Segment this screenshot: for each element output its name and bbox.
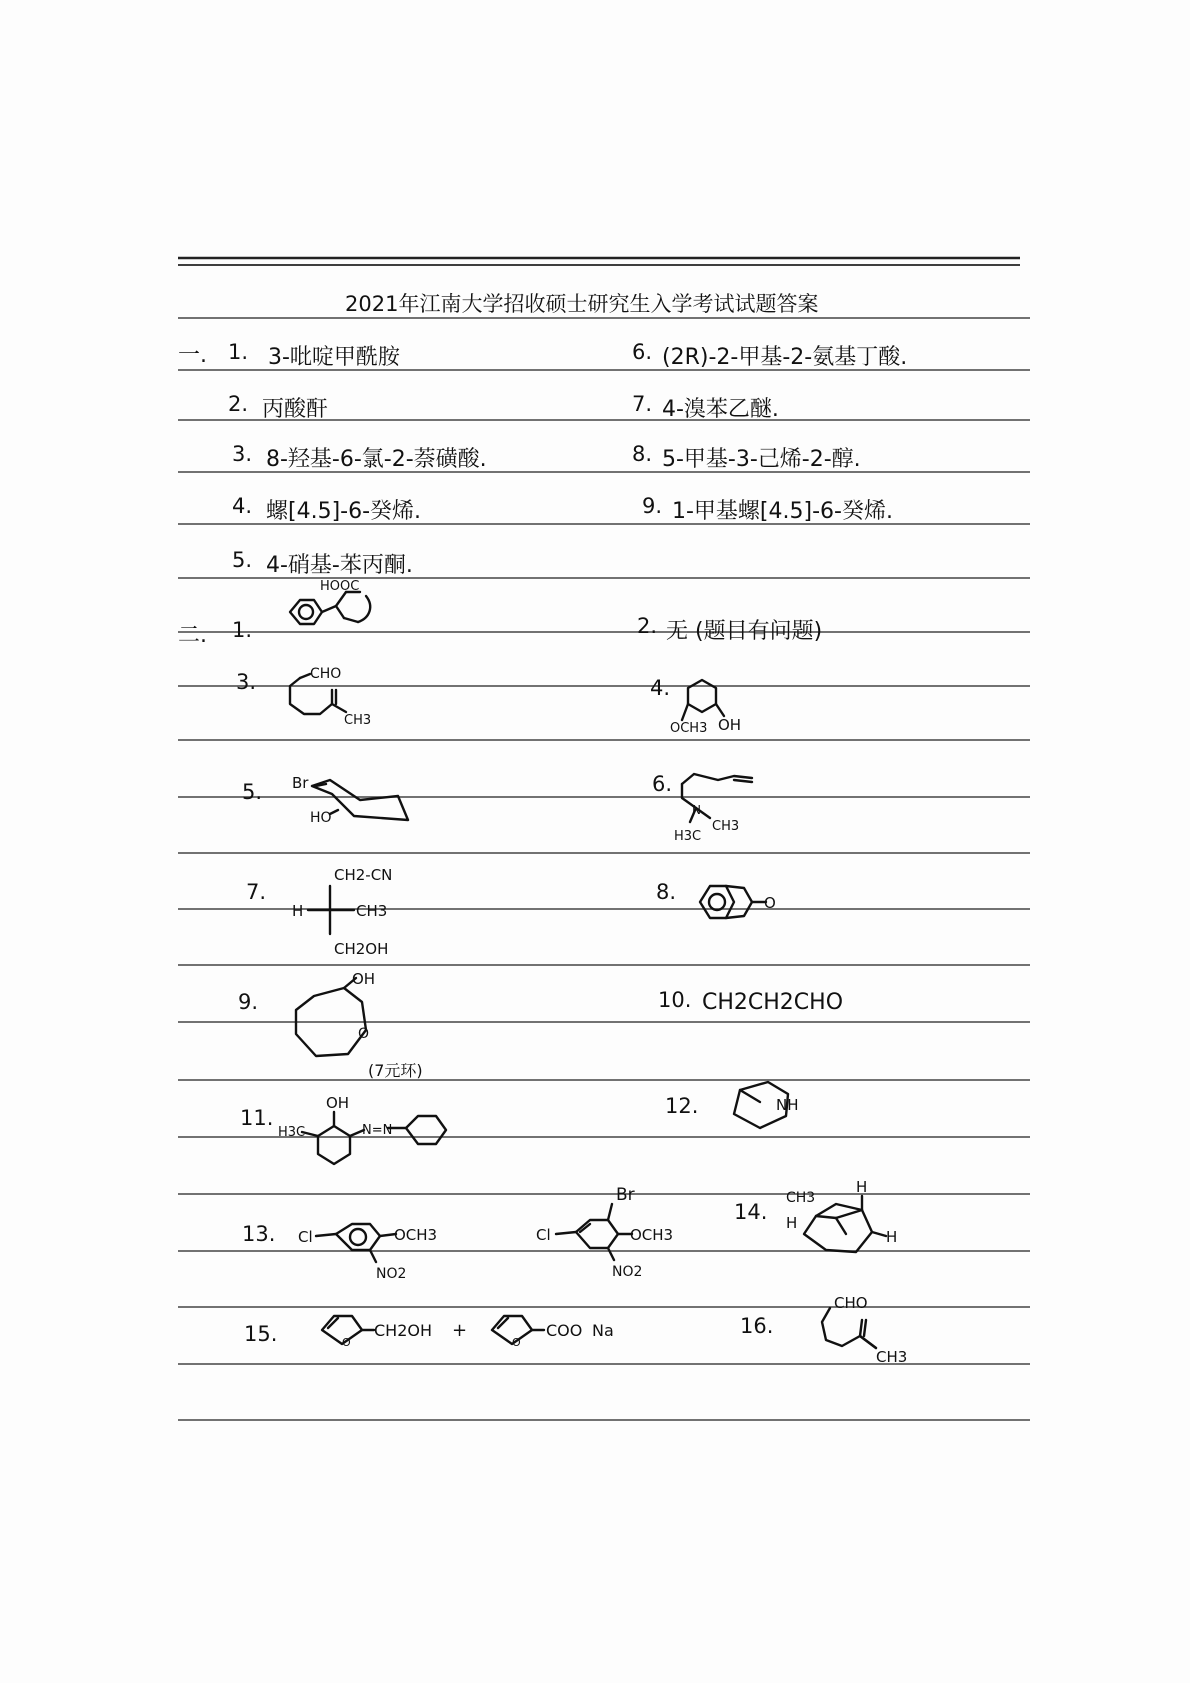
ch2oh-label: CH2OH — [374, 1321, 433, 1340]
s2-item-5-num: 5. — [242, 780, 263, 804]
s2-item-4-num: 4. — [650, 676, 671, 700]
s2-item-12-structure — [720, 1074, 820, 1144]
cl-label: Cl — [298, 1228, 313, 1246]
ch3-label: CH3 — [356, 902, 388, 920]
h-label: H — [292, 902, 304, 920]
hooc-label: HOOC — [320, 579, 360, 594]
s2-item-6-structure — [668, 768, 798, 848]
s2-item-9-num: 9. — [238, 990, 259, 1014]
br-label: Br — [292, 774, 309, 792]
furan-o-2: O — [512, 1336, 521, 1349]
s2-item-11-num: 11. — [240, 1106, 274, 1130]
s2-item-6-num: 6. — [652, 772, 673, 796]
coo-label: COO — [546, 1321, 583, 1340]
s2-item-16-num: 16. — [740, 1314, 774, 1338]
h-top-label: H — [856, 1178, 868, 1196]
s2-item-10-text: CH2CH2CHO — [702, 990, 844, 1015]
h3c-label: H3C — [674, 829, 702, 844]
ch3-label: CH3 — [712, 819, 740, 834]
section-1-label: 一. — [178, 343, 207, 368]
s1-item-3-num: 3. — [232, 442, 253, 466]
oh-label: OH — [326, 1094, 350, 1112]
cl-label-2: Cl — [536, 1226, 551, 1244]
ch3-label: CH3 — [876, 1348, 908, 1366]
ho-label: HO — [310, 810, 332, 826]
s2-item-10-num: 10. — [658, 988, 692, 1012]
s1-item-1-num: 1. — [228, 340, 249, 364]
oh-label: OH — [352, 970, 376, 988]
s2-item-5-structure — [290, 770, 420, 840]
ch3-label: CH3 — [786, 1190, 816, 1206]
s2-item-2-num: 2. — [637, 614, 658, 638]
s2-item-7-num: 7. — [246, 880, 267, 904]
no2-label: NO2 — [376, 1266, 407, 1282]
s2-item-11-structure — [278, 1092, 498, 1182]
page-title: 2021年江南大学招收硕士研究生入学考试试题答案 — [345, 292, 819, 316]
na-label: Na — [592, 1321, 614, 1340]
s1-item-8-num: 8. — [632, 442, 653, 466]
no2-label-2: NO2 — [612, 1264, 643, 1280]
s2-item-7-structure — [290, 862, 430, 962]
oh-label: OH — [718, 716, 742, 734]
s2-item-4-structure — [668, 674, 758, 744]
s1-item-4-num: 4. — [232, 494, 253, 518]
s1-item-4-text: 螺[4.5]-6-癸烯. — [266, 499, 422, 524]
furan-o-1: O — [342, 1336, 351, 1349]
h-left-label: H — [786, 1214, 798, 1232]
s1-item-3-text: 8-羟基-6-氯-2-萘磺酸. — [266, 447, 487, 472]
s2-item-13-num: 13. — [242, 1222, 276, 1246]
section-2-label: 二. — [178, 623, 207, 648]
ring-o-label: O — [358, 1026, 370, 1042]
s2-item-15-structure — [310, 1300, 650, 1370]
s1-item-9-num: 9. — [642, 494, 663, 518]
ch2cn-label: CH2-CN — [334, 866, 393, 884]
azo-label: N=N — [362, 1123, 393, 1138]
s1-item-6-text: (2R)-2-甲基-2-氨基丁酸. — [662, 345, 908, 370]
och3-label: OCH3 — [670, 721, 708, 736]
h-right-label: H — [886, 1228, 898, 1246]
s1-item-1-text: 3-吡啶甲酰胺 — [268, 345, 400, 370]
cho-label: CHO — [310, 666, 342, 682]
br-label: Br — [616, 1185, 635, 1205]
s2-item-3-num: 3. — [236, 670, 257, 694]
s2-item-1-structure — [270, 578, 400, 648]
s2-item-8-structure — [690, 872, 800, 942]
s2-item-9-note: (7元环) — [368, 1061, 423, 1080]
s1-item-5-text: 4-硝基-苯丙酮. — [266, 553, 413, 578]
ch3-label: CH3 — [344, 713, 372, 728]
s2-item-15-num: 15. — [244, 1322, 278, 1346]
och3-label: OCH3 — [394, 1226, 438, 1244]
s2-item-1-num: 1. — [232, 618, 253, 642]
h3c-label: H3C — [278, 1125, 306, 1140]
o-label: O — [764, 894, 776, 912]
s2-item-14-num: 14. — [734, 1200, 768, 1224]
s1-item-6-num: 6. — [632, 340, 653, 364]
s1-item-2-num: 2. — [228, 392, 249, 416]
s1-item-5-num: 5. — [232, 548, 253, 572]
s2-item-16-structure — [806, 1290, 936, 1380]
nh-label: NH — [776, 1096, 799, 1114]
s2-item-13-product — [536, 1176, 686, 1286]
cho-label: CHO — [834, 1294, 868, 1312]
s1-item-8-text: 5-甲基-3-己烯-2-醇. — [662, 447, 861, 472]
s1-item-7-text: 4-溴苯乙醚. — [662, 397, 779, 422]
och3-label-2: OCH3 — [630, 1226, 674, 1244]
s1-item-2-text: 丙酸酐 — [262, 397, 329, 422]
s2-item-8-num: 8. — [656, 880, 677, 904]
s2-item-2-text: 无 (题目有问题) — [666, 619, 823, 644]
s2-item-12-num: 12. — [665, 1094, 699, 1118]
plus-label: + — [452, 1320, 468, 1341]
s2-item-13-reactant — [296, 1198, 476, 1288]
s2-item-3-structure — [280, 664, 390, 734]
s1-item-9-text: 1-甲基螺[4.5]-6-癸烯. — [672, 499, 893, 524]
s2-item-14-structure — [786, 1176, 916, 1276]
n-label: N — [692, 803, 701, 817]
s1-item-7-num: 7. — [632, 392, 653, 416]
ch2oh-label: CH2OH — [334, 940, 389, 958]
